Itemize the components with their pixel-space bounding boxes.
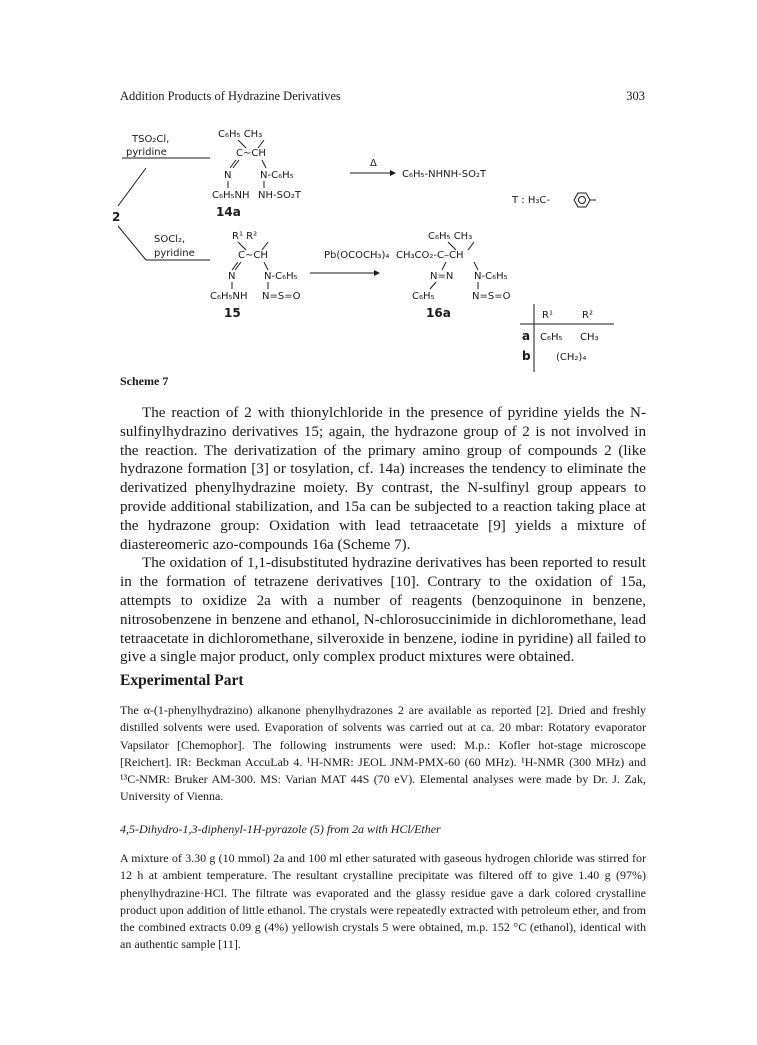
- 16a-line1: C₆H₅ CH₃: [428, 231, 473, 242]
- 14a-line1: C₆H₅ CH₃: [218, 129, 263, 140]
- 15-line4-left: C₆H₅NH: [210, 291, 248, 302]
- table-header-r2: R²: [582, 310, 593, 321]
- body-text: [120, 404, 646, 667]
- upper-product: C₆H₅-NHNH-SO₂T: [402, 169, 487, 180]
- procedure-text: [120, 850, 646, 954]
- 16a-line3-right: N-C₆H₅: [474, 271, 508, 282]
- 15-line3-left: N: [228, 271, 236, 282]
- table-row-a-r1: C₆H₅: [540, 332, 563, 343]
- 14a-line3-right: N-C₆H₅: [260, 170, 294, 181]
- 16a-line3-left: N=N: [430, 271, 454, 282]
- scheme-caption: Scheme 7: [120, 374, 169, 388]
- lower-reagent-1: SOCl₂,: [154, 234, 186, 245]
- table-row-b-key: b: [522, 349, 531, 363]
- lead-arrow-head: [374, 270, 380, 276]
- experimental-text: [120, 702, 646, 806]
- 16a-line4-left: C₆H₅: [412, 291, 435, 302]
- reaction-scheme-drawing: [106, 118, 666, 388]
- experimental-paragraph: The α-(1-phenylhydrazino) alkanone phenylhydrazones 2 are available as reported [2]. Dried and freshly distilled solvents were used. Evaporation of solvents was carried out at ca. 20 mbar: Rotatory evaporator Vapsilator [Chemophor]. The following instruments were used: M.p.: Kofler hot-stage microscope [Reichert]. IR: Beckman AccuLab 4. ¹H-NMR: JEOL JNM-PMX-60 (60 MHz). ¹H-NMR (300 MHz) and ¹³C-NMR: Bruker AM-300. MS: Varian MAT 44S (70 eV). Elemental analyses were made by Dr. J. Zak, University of Vienna.: [120, 703, 646, 804]
- lower-reagent-2: pyridine: [154, 248, 195, 259]
- table-row-a-r2: CH₃: [580, 332, 599, 343]
- body-paragraph-1: The reaction of 2 with thionylchloride in the presence of pyridine yields the N-sulfinylhydrazino derivatives 15; again, the hydrazone group of 2 is not involved in the reaction. The derivatization of the primary amino group of compounds 2 (like hydrazone formation [3] or tosylation, cf. 14a) increases the tendency to eliminate the derivatized phenylhydrazine moiety. By contrast, the N-sulfinyl group appears to provide additional stabilization, and 15a can be subjected to a reaction taking place at the hydrazone group: Oxidation with lead tetraacetate [9] yields a mixture of diastereomeric azo-compounds 16a (Scheme 7).: [120, 405, 646, 553]
- section-heading: Experimental Part: [120, 672, 244, 689]
- compound-2-label: 2: [112, 210, 121, 224]
- 15-line2: C∼CH: [238, 250, 268, 261]
- benzene-ring-icon: [574, 193, 596, 207]
- 14a-line2: C∼CH: [236, 148, 266, 159]
- 16a-label: 16a: [426, 306, 451, 320]
- 14a-line4-right: NH-SO₂T: [258, 190, 301, 201]
- 15-line1: R¹ R²: [232, 231, 258, 242]
- upper-reagent-1: TSO₂Cl,: [132, 134, 170, 145]
- substituent-table: [520, 304, 614, 372]
- procedure-heading: 4,5-Dihydro-1,3-diphenyl-1H-pyrazole (5) from 2a with HCl/Ether: [120, 822, 441, 836]
- running-head-title: Addition Products of Hydrazine Derivatives: [120, 89, 341, 103]
- tosyl-definition: T : H₃C-: [512, 195, 550, 206]
- 16a-line2: CH₃CO₂-C–CH: [396, 250, 464, 261]
- heat-arrow-head: [390, 170, 396, 176]
- branch-line-upper: [118, 168, 146, 206]
- procedure-paragraph: A mixture of 3.30 g (10 mmol) 2a and 100 ml ether saturated with gaseous hydrogen chloride was stirred for 12 h at ambient temperature. The resultant crystalline precipitate was filtered off to give 1.40 g (97%) phenylhydrazine·HCl. The filtrate was evaporated and the glassy residue gave a dark colored crystalline product upon addition of little ethanol. The crystals were repeatedly extracted with petroleum ether, and from the combined extracts 0.09 g (4%) yellowish crystals 5 were obtained, m.p. 152 °C (ethanol), identical with an authentic sample [11].: [120, 851, 646, 952]
- page-number: 303: [626, 89, 645, 103]
- upper-reagent-2: pyridine: [126, 147, 167, 158]
- lead-reagent: Pb(OCOCH₃)₄: [324, 250, 390, 261]
- heat-symbol: Δ: [370, 158, 377, 169]
- compound-14a: [212, 129, 302, 219]
- branch-line-lower: [118, 226, 146, 260]
- 14a-line4-left: C₆H₅NH: [212, 190, 250, 201]
- 15-label: 15: [224, 306, 241, 320]
- 16a-line4-right: N=S=O: [472, 291, 511, 302]
- table-row-b-r2: (CH₂)₄: [556, 352, 587, 363]
- 15-line4-right: N=S=O: [262, 291, 301, 302]
- reaction-scheme: [106, 118, 666, 388]
- 14a-line3-left: N: [224, 170, 232, 181]
- table-header-r1: R¹: [542, 310, 553, 321]
- compound-16a: [396, 231, 511, 320]
- body-paragraph-2: The oxidation of 1,1-disubstituted hydrazine derivatives has been reported to result in the formation of tetrazene derivatives [10]. Contrary to the oxidation of 15a, attempts to oxidize 2a with a number of reagents (benzoquinone in benzene, nitrosobenzene in benzene and ethanol, N-chlorosuccinimide in dichloromethane, lead tetraacetate in dichloromethane, silveroxide in benzene, iodine in pyridine) all failed to give a single major product, only complex product mixtures were obtained.: [120, 555, 646, 666]
- 15-line3-right: N-C₆H₅: [264, 271, 298, 282]
- compound-15: [210, 231, 301, 320]
- table-row-a-key: a: [522, 329, 531, 343]
- 14a-label: 14a: [216, 205, 241, 219]
